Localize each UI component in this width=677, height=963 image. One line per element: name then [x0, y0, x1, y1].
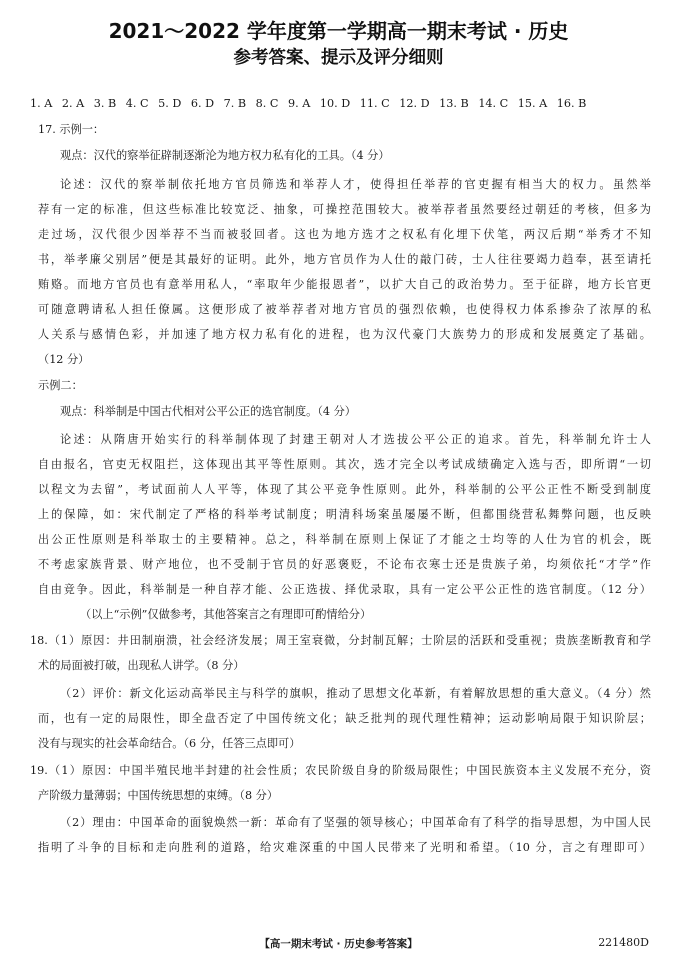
q19-p1-line: 19.（1）原因：中国半殖民地半封建的社会性质；农民阶级自身的阶级局限性；中国民族资本主义发展不充分，资: [30, 764, 651, 777]
q17-ex2-view: 观点：科举制是中国古代相对公平公正的选官制度。（4 分）: [60, 405, 356, 418]
q17-ex2-line: 自由报名，官吏无权阻拦，这体现出其平等性原则。其次，选才完全以考试成绩确定入选与否，即所谓“一切: [38, 458, 651, 471]
footer-code: 221480D: [598, 936, 649, 949]
q18-p2-line: （2）评价：新文化运动高举民主与科学的旗帜，推动了思想文化革新，有着解放思想的重大意义。（4 分）然: [60, 687, 651, 700]
q17-ex2-line: 自由竞争。因此，科举制是一种自荐才能、公正选拔、择优录取，具有一定公平公正性的选官制度。（12 分）: [38, 583, 651, 596]
q17-ex2-line: 出公正性原则是科举取士的主要精神。总之，科举制在原则上保证了才能之士均等的人仕为官的机会，既: [38, 533, 651, 546]
choice-answer: 1. A: [30, 97, 53, 110]
q17-ex1-line: 可随意聘请私人担任僚属。这便形成了被举荐者对地方官员的强烈依赖，也使得权力体系掺杂了浓厚的私: [38, 303, 651, 316]
q19-p2-line: （2）理由：中国革命的面貌焕然一新：革命有了坚强的领导核心；中国革命有了科学的指导思想，为中国人民: [60, 816, 651, 829]
choice-answer: 9. A: [288, 97, 311, 110]
choice-answer: 4. C: [125, 97, 149, 110]
page-subtitle: 参考答案、提示及评分细则: [233, 48, 444, 68]
q17-ex1-view: 观点：汉代的察举征辟制逐渐沦为地方权力私有化的工具。（4 分）: [60, 149, 390, 162]
q18-p1-line: 术的局面被打破，出现私人讲学。（8 分）: [38, 659, 245, 672]
q19-p2-line: 指明了斗争的目标和走向胜利的道路，给灾难深重的中国人民带来了光明和希望。（10 分，言之有理即可）: [38, 841, 651, 854]
choice-answer: 8. C: [255, 97, 279, 110]
choice-answers: [30, 96, 592, 112]
choice-answer: 16. B: [556, 97, 587, 110]
page-footer: [0, 936, 677, 952]
q17-label: 17. 示例一：: [38, 123, 105, 136]
choice-answer: 3. B: [93, 97, 117, 110]
q17-ex2-line: 不考虑家族背景、财产地位，也不受制于官员的好恶褒贬，不论布衣寒士还是贵族子弟，均须依托“才学”作: [38, 558, 651, 571]
choice-answer: 2. A: [61, 97, 85, 110]
choice-answer: 11. C: [359, 97, 390, 110]
q17-note: （以上“示例”仅做参考，其他答案言之有理即可酌情给分）: [80, 608, 372, 621]
choice-answer: 6. D: [190, 97, 215, 110]
q18-p2-line: 没有与现实的社会革命结合。（6 分，任答三点即可）: [38, 737, 301, 750]
choice-answer: 12. D: [399, 97, 430, 110]
q19-p1-line: 产阶级力量薄弱；中国传统思想的束缚。（8 分）: [38, 789, 279, 802]
q17-ex2-line: 论述：从隋唐开始实行的科举制体现了封建王朝对人才选拔公平公正的追求。首先，科举制允许士人: [60, 433, 651, 446]
q18-p2-line: 而，也有一定的局限性，即全盘否定了中国传统文化；缺乏批判的现代理性精神；运动影响局限于知识阶层；: [38, 712, 651, 725]
q17-ex1-line: 人关系与感情色彩，并加速了地方权力私有化的进程，也为汉代豪门大族势力的形成和发展奠定了基础。: [38, 328, 651, 341]
q17-ex1-line: 荐有一定的标准，但这些标准比较宽泛、抽象，可操控范围较大。被举荐者虽然要经过朝廷的考核，但多为: [38, 203, 651, 216]
choice-answer: 13. B: [439, 97, 469, 110]
choice-answer: 10. D: [319, 97, 351, 110]
choice-answer: 15. A: [517, 97, 548, 110]
q17-ex2-line: 以程文为去留”，考试面前人人平等，体现了其公平竞争性原则。此外，科举制的公平公正性不断受到制度: [38, 483, 651, 496]
choice-answer: 7. B: [223, 97, 247, 110]
q17-ex1-line: 书，举孝廉父别居”便是其最好的证明。此外，地方官员作为人仕的敲门砖，士人往往要竭力趋奉，甚至请托: [38, 253, 651, 266]
q17-ex1-line: （12 分）: [38, 353, 90, 366]
q18-p1-line: 18.（1）原因：井田制崩溃，社会经济发展；周王室衰微，分封制瓦解；士阶层的活跃和受重视；贵族垄断教育和学: [30, 634, 651, 647]
q17-ex2-label: 示例二：: [38, 379, 83, 392]
page-title: 2021～2022 学年度第一学期高一期末考试 · 历史: [108, 19, 569, 43]
footer-title: 【高一期末考试 · 历史参考答案】: [259, 938, 418, 950]
choice-answer: 14. C: [478, 97, 509, 110]
q17-ex1-line: 贿赂。而地方官员也有意举用私人，“率取年少能报恩者”，以扩大自己的政治势力。至于征辟，地方长官更: [38, 278, 651, 291]
q17-ex2-line: 上的保障，如：宋代制定了严格的科举考试制度；明清科场案虽屡屡不断，但都围绕营私舞弊问题，也反映: [38, 508, 651, 521]
choice-answer: 5. D: [158, 97, 182, 110]
q17-ex1-line: 走过场，汉代很少因举荐不当而被驳回者。这也为地方选才之权私有化埋下伏笔，两汉后期“举秀才不知: [38, 228, 651, 241]
q17-ex1-line: 论述：汉代的察举制依托地方官员筛选和举荐人才，使得担任举荐的官吏握有相当大的权力。虽然举: [60, 178, 651, 191]
